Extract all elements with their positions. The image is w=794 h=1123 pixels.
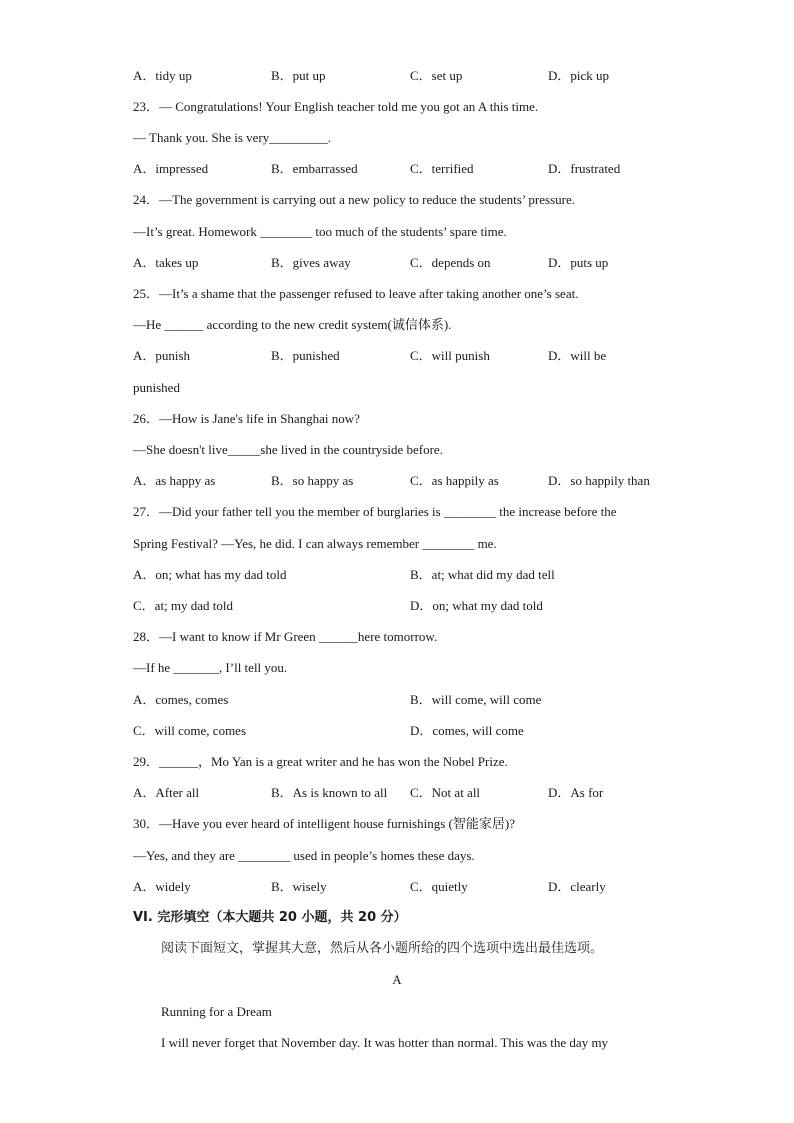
q30-stem-line1: 30．—Have you ever heard of intelligent house furnishings (智能家居)? bbox=[133, 816, 515, 831]
q26-option-b[interactable]: B．so happy as bbox=[271, 473, 354, 488]
q26-stem-line1: 26．—How is Jane's life in Shanghai now? bbox=[133, 411, 360, 426]
q23-option-d[interactable]: D．frustrated bbox=[548, 161, 621, 176]
q29-option-d[interactable]: D．As for bbox=[548, 785, 604, 800]
q24-option-b[interactable]: B．gives away bbox=[271, 255, 351, 270]
q23-option-c[interactable]: C．terrified bbox=[410, 161, 474, 176]
q23-option-b[interactable]: B．embarrassed bbox=[271, 161, 358, 176]
q27-option-c[interactable]: C．at; my dad told bbox=[133, 598, 234, 613]
q25-option-a[interactable]: A．punish bbox=[133, 348, 191, 363]
q25-option-d-wrap: punished bbox=[133, 380, 180, 395]
passage-first-line: I will never forget that November day. It was hotter than normal. This was the day my bbox=[161, 1035, 609, 1050]
section-instruction: 阅读下面短文，掌握其大意，然后从各小题所给的四个选项中选出最佳选项。 bbox=[161, 941, 604, 956]
q28-stem-line1: 28．—I want to know if Mr Green ______here tomorrow. bbox=[133, 629, 438, 644]
q28-option-b[interactable]: B．will come, will come bbox=[410, 692, 542, 707]
q27-stem-line2: Spring Festival? —Yes, he did. I can always remember ________ me. bbox=[133, 536, 497, 551]
q23-stem-line1: 23．— Congratulations! Your English teacher told me you got an A this time. bbox=[133, 99, 539, 114]
q24-stem-line1: 24．—The government is carrying out a new policy to reduce the students’ pressure. bbox=[133, 192, 575, 207]
q30-option-b[interactable]: B．wisely bbox=[271, 879, 327, 894]
q25-option-b[interactable]: B．punished bbox=[271, 348, 340, 363]
q28-option-c[interactable]: C．will come, comes bbox=[133, 723, 247, 738]
q27-option-b[interactable]: B．at; what did my dad tell bbox=[410, 567, 555, 582]
q27-option-d[interactable]: D．on; what my dad told bbox=[410, 598, 543, 613]
q24-option-a[interactable]: A．takes up bbox=[133, 255, 199, 270]
q30-option-c[interactable]: C．quietly bbox=[410, 879, 468, 894]
q23-stem-line2: — Thank you. She is very_________. bbox=[133, 130, 331, 145]
q29-option-c[interactable]: C．Not at all bbox=[410, 785, 481, 800]
q22-option-b[interactable]: B．put up bbox=[271, 68, 326, 83]
passage-part-label: A bbox=[392, 972, 402, 987]
q29-option-b[interactable]: B．As is known to all bbox=[271, 785, 388, 800]
q27-option-a[interactable]: A．on; what has my dad told bbox=[133, 567, 287, 582]
q23-option-a[interactable]: A．impressed bbox=[133, 161, 209, 176]
q29-option-a[interactable]: A．After all bbox=[133, 785, 200, 800]
q30-option-d[interactable]: D．clearly bbox=[548, 879, 606, 894]
q28-option-d[interactable]: D．comes, will come bbox=[410, 723, 524, 738]
q26-stem-line2: —She doesn't live_____she lived in the countryside before. bbox=[133, 442, 443, 457]
q29-stem-line1: 29．______，Mo Yan is a great writer and he has won the Nobel Prize. bbox=[133, 754, 508, 769]
q27-stem-line1: 27．—Did your father tell you the member of burglaries is ________ the increase before the bbox=[133, 504, 617, 519]
q26-option-d[interactable]: D．so happily than bbox=[548, 473, 650, 488]
q25-option-c[interactable]: C．will punish bbox=[410, 348, 490, 363]
q26-option-a[interactable]: A．as happy as bbox=[133, 473, 216, 488]
q25-stem-line1: 25．—It’s a shame that the passenger refused to leave after taking another one’s seat. bbox=[133, 286, 579, 301]
q24-option-d[interactable]: D．puts up bbox=[548, 255, 609, 270]
q25-option-d[interactable]: D．will be bbox=[548, 348, 607, 363]
q28-stem-line2: —If he _______, I’ll tell you. bbox=[133, 660, 288, 675]
section-title: VI. 完形填空（本大题共 20 小题，共 20 分） bbox=[133, 910, 407, 925]
q30-option-a[interactable]: A．widely bbox=[133, 879, 191, 894]
q30-stem-line2: —Yes, and they are ________ used in people’s homes these days. bbox=[133, 848, 475, 863]
q26-option-c[interactable]: C．as happily as bbox=[410, 473, 499, 488]
q22-option-d[interactable]: D．pick up bbox=[548, 68, 610, 83]
q24-stem-line2: —It’s great. Homework ________ too much of the students’ spare time. bbox=[133, 224, 507, 239]
q25-stem-line2: —He ______ according to the new credit system(诚信体系). bbox=[133, 317, 452, 332]
q22-option-a[interactable]: A．tidy up bbox=[133, 68, 192, 83]
q22-option-c[interactable]: C．set up bbox=[410, 68, 463, 83]
q24-option-c[interactable]: C．depends on bbox=[410, 255, 491, 270]
passage-title: Running for a Dream bbox=[161, 1004, 272, 1019]
q28-option-a[interactable]: A．comes, comes bbox=[133, 692, 229, 707]
